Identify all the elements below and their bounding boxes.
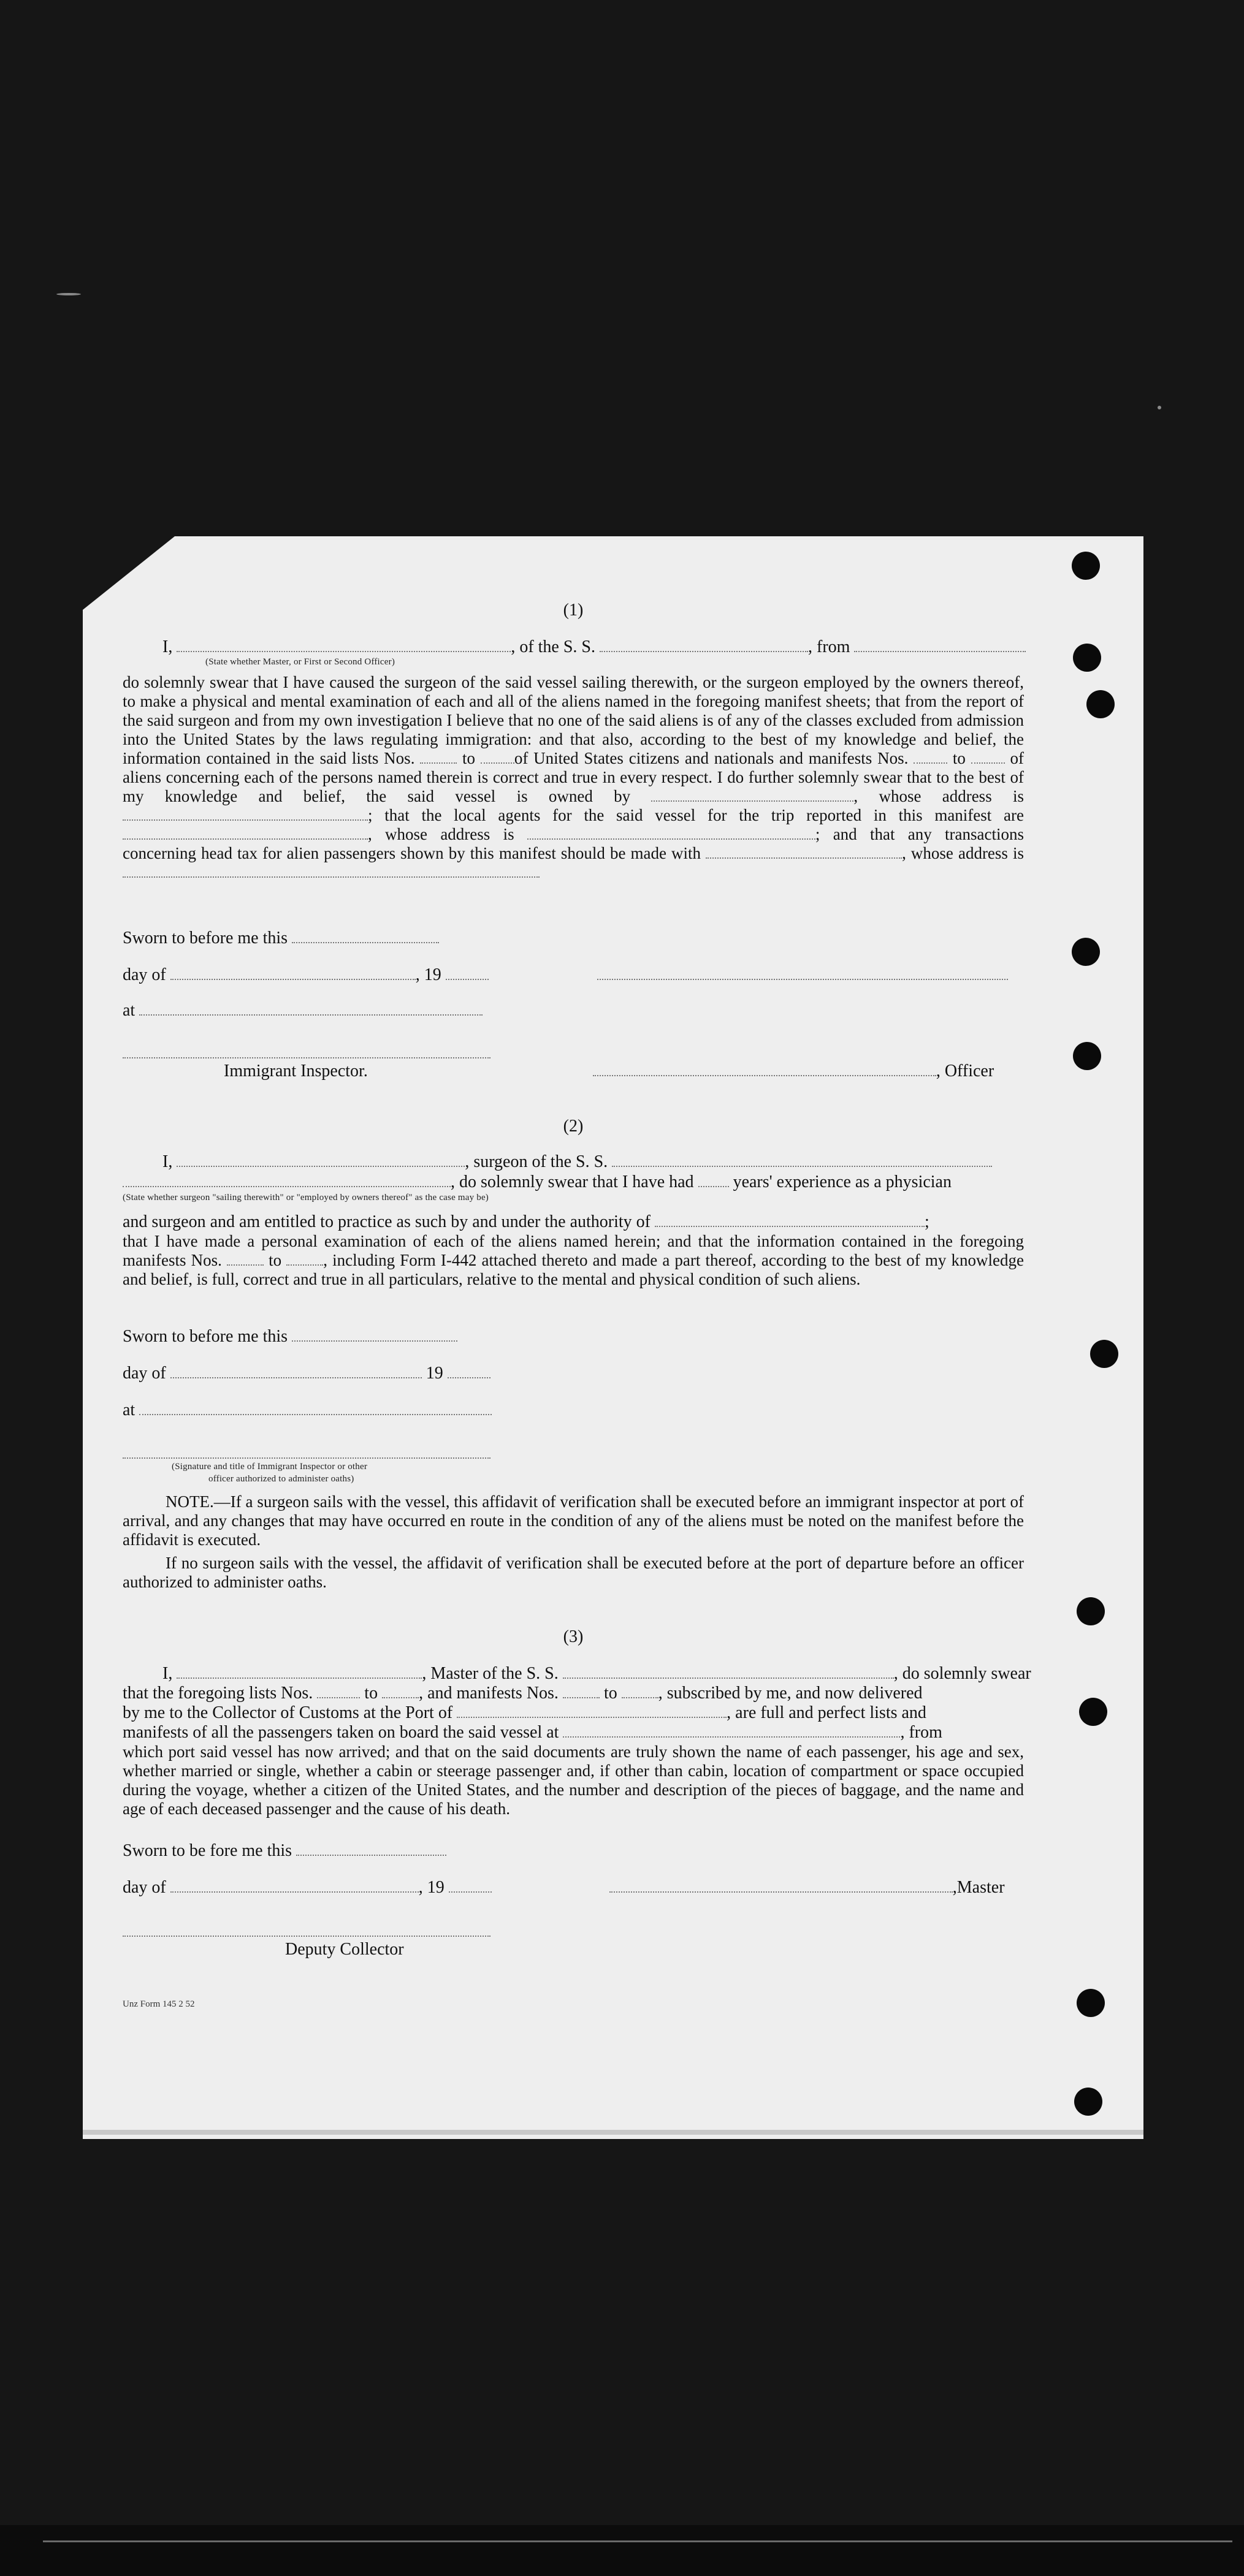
sec1-at-line: at	[123, 1001, 1024, 1020]
us-list-from-field[interactable]	[420, 749, 457, 764]
punch-hole-icon	[1073, 644, 1101, 672]
head-tax-address-field[interactable]	[123, 863, 540, 878]
sec2-intro-line: I, , surgeon of the S. S.	[123, 1152, 1024, 1172]
sec1-oath-paragraph: do solemnly swear that I have caused the surgeon of the said vessel sailing therewith, or the surgeon employed by the owners thereof, to make a physical and mental examination of each and all of the aliens named in the foregoing manifest sheets; that from the report of the said surgeon and from my own investigation I believe that no one of the said aliens is of any of the classes excluded from admission into the United States by the laws regulating immigration: and that also, according to the best of my knowledge and belief, the information contained in the said lists Nos. to of United States citizens and nationals and manifests Nos. to of aliens concerning each of the persons named therein is correct and true in every respect. I do further solemnly swear that to the best of my knowledge and belief, the said vessel is owned by , whose address is ; that the local agents for the said vessel for the trip reported in this manifest are , whose address is ; and that any transactions concerning head tax for alien passengers shown by this manifest should be made with , whose address is	[123, 673, 1024, 882]
sec3-year-field[interactable]	[449, 1878, 492, 1893]
sec3-manifest-to-field[interactable]	[622, 1684, 658, 1698]
licensing-authority-field[interactable]	[655, 1212, 925, 1227]
sec2-place-field[interactable]	[139, 1400, 492, 1415]
punch-hole-icon	[1079, 1698, 1107, 1726]
sec2-manifest-to-field[interactable]	[286, 1251, 323, 1266]
owner-address-field[interactable]	[123, 806, 368, 821]
page-edge	[83, 2130, 1143, 2135]
head-tax-contact-field[interactable]	[706, 844, 902, 859]
punch-hole-icon	[1072, 552, 1100, 580]
deputy-collector-signature-line[interactable]	[123, 1936, 490, 1937]
section-2-heading: (2)	[563, 1117, 584, 1136]
sec3-deputy-label: Deputy Collector	[285, 1940, 404, 1959]
alien-manifest-to-field[interactable]	[971, 749, 1005, 764]
sec2-sworn-date-field[interactable]	[292, 1327, 457, 1342]
scan-speck	[1158, 406, 1161, 409]
customs-port-field[interactable]	[457, 1703, 727, 1718]
sec1-officer-name-field[interactable]	[593, 1062, 936, 1076]
sec1-month-field[interactable]	[170, 965, 416, 980]
sec3-list-from-field[interactable]	[317, 1684, 360, 1698]
sec2-day-line: day of 19	[123, 1364, 1024, 1383]
punch-hole-icon	[1072, 938, 1100, 966]
years-experience-field[interactable]	[698, 1172, 729, 1187]
sec3-port-line: by me to the Collector of Customs at the Port of , are full and perfect lists and	[123, 1703, 926, 1722]
punch-hole-icon	[1077, 1597, 1105, 1625]
boarding-port-field[interactable]	[563, 1723, 900, 1738]
sec3-month-field[interactable]	[170, 1878, 419, 1893]
sec2-inspector-signature-line[interactable]	[123, 1457, 490, 1459]
scan-speck	[56, 293, 81, 295]
alien-manifest-from-field[interactable]	[914, 749, 947, 764]
sec2-sworn-line: Sworn to before me this	[123, 1327, 1024, 1347]
signature-caption-line2: officer authorized to administer oaths)	[208, 1474, 354, 1484]
surgeon-status-field[interactable]	[123, 1172, 451, 1187]
sec1-sworn-line: Sworn to before me this	[123, 929, 1024, 948]
vessel-owner-field[interactable]	[651, 787, 853, 802]
master-name-field[interactable]	[177, 1664, 422, 1679]
punch-hole-icon	[1086, 690, 1115, 718]
sec2-oath-paragraph: that I have made a personal examination of each of the aliens named herein; and that the information contained in the foregoing manifests Nos. to , including Form I-442 attached thereto and made a part thereof, according to the best of my knowledge and belief, is full, correct and true in all particulars, relative to the mental and physical condition of such aliens.	[123, 1232, 1024, 1288]
sec2-year-field[interactable]	[448, 1364, 490, 1378]
departure-port-field[interactable]	[854, 637, 1026, 652]
sec3-oath-paragraph: which port said vessel has now arrived; and that on the said documents are truly shown the name of each passenger, his age and sex, whether married or single, whether a cabin or steerage passenger and, if other than cabin, location of compartment or space occupied during the voyage, whether a citizen of the United States, and the number and description of the pieces of baggage, and the name and age of each deceased passenger and the cause of his death.	[123, 1742, 1024, 1818]
sec2-experience-line: , do solemnly swear that I have had years' experience as a physician	[123, 1172, 1024, 1192]
surgeon-name-field[interactable]	[177, 1152, 465, 1167]
sec1-officer-signature-field[interactable]	[597, 965, 1008, 980]
punch-hole-icon	[1090, 1340, 1118, 1368]
section-3-heading: (3)	[563, 1627, 584, 1646]
officer-rank-field[interactable]	[177, 637, 511, 652]
note-no-surgeon: If no surgeon sails with the vessel, the affidavit of verification shall be executed before at the port of departure before an officer authorized to administer oaths.	[123, 1554, 1024, 1591]
sec2-vessel-name-field[interactable]	[612, 1152, 992, 1167]
us-list-to-field[interactable]	[481, 749, 514, 764]
vessel-name-field[interactable]	[600, 637, 808, 652]
punch-hole-icon	[1074, 2088, 1102, 2116]
sec1-signature-labels: Immigrant Inspector. , Officer	[224, 1062, 994, 1081]
sec1-day-line: day of , 19	[123, 965, 1024, 985]
officer-rank-caption: (State whether Master, or First or Second Officer)	[205, 657, 395, 667]
local-agents-field[interactable]	[123, 825, 368, 840]
sec3-boarding-line: manifests of all the passengers taken on board the said vessel at , from	[123, 1723, 942, 1742]
sec3-sworn-date-field[interactable]	[296, 1841, 446, 1856]
sec1-sworn-date-field[interactable]	[292, 929, 439, 943]
form-number: Unz Form 145 2 52	[123, 1999, 195, 2009]
section-1-heading: (1)	[563, 601, 584, 620]
scanner-bed	[0, 2525, 1244, 2576]
master-signature-field[interactable]	[609, 1878, 953, 1893]
surgeon-status-caption: (State whether surgeon "sailing therewith" or "employed by owners thereof" as the case may be)	[123, 1193, 489, 1203]
punch-hole-icon	[1077, 1989, 1105, 2017]
scanner-edge-line	[43, 2540, 1232, 2542]
note-surgeon-sails: NOTE.—If a surgeon sails with the vessel, this affidavit of verification shall be executed before an immigrant inspector at port of arrival, and any changes that may have occurred en route in the condition of any of the aliens must be noted on the manifest before the affidavit is executed.	[123, 1492, 1024, 1549]
sec2-month-field[interactable]	[170, 1364, 422, 1378]
agents-address-field[interactable]	[527, 825, 815, 840]
sec1-year-field[interactable]	[446, 965, 489, 980]
sec3-sworn-line: Sworn to be fore me this	[123, 1841, 1024, 1861]
sec2-authority-line: and surgeon and am entitled to practice as such by and under the authority of ;	[123, 1212, 929, 1231]
sec1-place-field[interactable]	[139, 1001, 483, 1016]
sec2-at-line: at	[123, 1400, 1024, 1420]
signature-caption-line1: (Signature and title of Immigrant Inspector or other	[172, 1462, 368, 1472]
sec1-inspector-signature-line[interactable]	[123, 1057, 490, 1058]
sec3-intro-line: I, , Master of the S. S. , do solemnly swear	[162, 1664, 1031, 1683]
sec3-day-line: day of , 19 ,Master	[123, 1878, 1005, 1897]
sec3-vessel-name-field[interactable]	[563, 1664, 894, 1679]
punch-hole-icon	[1073, 1042, 1101, 1070]
sec3-lists-line: that the foregoing lists Nos. to , and manifests Nos. to , subscribed by me, and now delivered	[123, 1684, 923, 1703]
sec1-intro-line: I, , of the S. S. , from	[123, 637, 1024, 657]
sec2-manifest-from-field[interactable]	[227, 1251, 264, 1266]
sec3-manifest-from-field[interactable]	[563, 1684, 600, 1698]
sec3-list-to-field[interactable]	[382, 1684, 419, 1698]
